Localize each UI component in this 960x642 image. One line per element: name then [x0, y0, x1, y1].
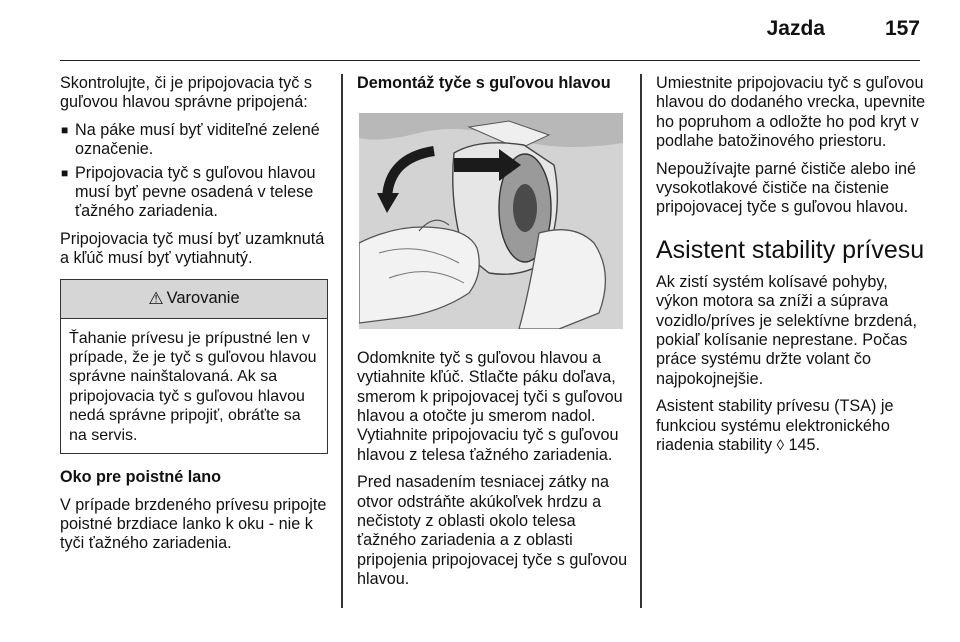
warning-title-bar [61, 280, 327, 319]
tsa-reference-end: . [815, 436, 821, 455]
breakaway-text: V prípade brzdeného prívesu pripojte poistné brzdiace lanko k oku - nie k tyči ťažného zariadenia. [60, 495, 327, 553]
check-list [60, 121, 328, 222]
warning-title: Varovanie [166, 288, 240, 307]
tsa-reference [656, 397, 926, 455]
towbar-removal-illustration [359, 113, 623, 329]
section-title: Jazda [766, 17, 825, 40]
page-reference-icon: ◊ [776, 437, 784, 455]
warning-box [60, 279, 328, 454]
tsa-heading: Asistent stability prívesu [656, 235, 925, 264]
column-left [60, 74, 328, 562]
tsa-reference-text: Asistent stability prívesu (TSA) je funkciou systému elektronického riadenia stability [656, 397, 894, 455]
column-middle [357, 74, 629, 598]
warning-text: Ťahanie prívesu je prípustné len v prípade, že je tyč s guľovou hlavou správne nainštalovaná. Ak sa pripojovacia tyč s guľovou hlavou nedá správne pripojiť, obráťte sa na servis. [69, 329, 317, 444]
column-right [656, 74, 926, 464]
steam-cleaner-note: Nepoužívajte parné čističe alebo iné vysokotlakové čističe na čistenie pripojovacej tyče s guľovou hlavou. [656, 159, 917, 217]
removal-steps: Odomknite tyč s guľovou hlavou a vytiahnite kľúč. Stlačte páku doľava, smerom k pripojovacej tyči s guľovou hlavou a otočte ju smerom nadol. Vytiahnite pripojovaciu tyč s guľovou hlavou z telesa ťažného zariadenia. [357, 348, 623, 464]
check-intro: Skontrolujte, či je pripojovacia tyč s guľovou hlavou správne pripojená: [60, 74, 312, 112]
page-header [60, 0, 920, 61]
tsa-description: Ak zistí systém kolísavé pohyby, výkon motora sa zníži a súprava vozidlo/príves je selektívne brzdená, pokiaľ kolísanie neprestane. Počas práce systému držte volant čo najpokojnejšie. [656, 272, 917, 388]
removal-heading: Demontáž tyče s guľovou hlavou [357, 74, 611, 92]
column-divider [341, 74, 343, 608]
warning-triangle-icon: ⚠ [148, 288, 164, 308]
list-item: ■ Pripojovacia tyč s guľovou hlavou musí byť pevne osadená v telese ťažného zariadenia. [60, 164, 328, 222]
reference-page-link[interactable]: 145 [788, 436, 816, 455]
column-divider [640, 74, 642, 608]
list-item: ■ Na páke musí byť viditeľné zelené označenie. [60, 121, 328, 160]
lock-note: Pripojovacia tyč musí byť uzamknutá a kľúč musí byť vytiahnutý. [60, 229, 325, 268]
page-number: 157 [884, 17, 920, 40]
cleaning-note: Pred nasadením tesniacej zátky na otvor odstráňte akúkoľvek hrdzu a nečistoty z oblasti okolo telesa ťažného zariadenia a z oblasti pripojenia pripojovacej tyče s guľovou hlavou. [357, 473, 628, 589]
breakaway-heading: Oko pre poistné lano [60, 468, 221, 487]
storage-note: Umiestnite pripojovaciu tyč s guľovou hlavou do dodaného vrecka, upevnite ho popruhom a odložte ho pod kryt v podlahe batožinového priestoru. [656, 74, 926, 151]
